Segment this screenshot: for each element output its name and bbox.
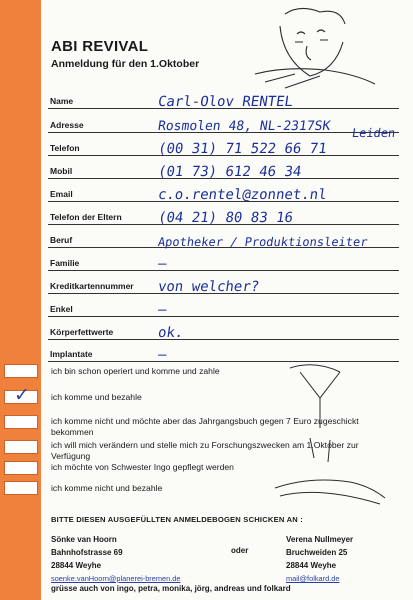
contact-2 <box>286 533 353 585</box>
form-title: ABI REVIVAL <box>51 38 149 55</box>
option-text: ich komme nicht und möchte aber das Jahrgangsbuch gegen 7 Euro zugeschickt bekommen <box>51 416 359 437</box>
field-label: Familie <box>50 258 80 268</box>
contact-street: Bahnhofstrasse 69 <box>51 548 123 557</box>
field-familie[interactable] <box>48 248 399 271</box>
field-mobil[interactable] <box>48 156 399 179</box>
field-label: Name <box>50 96 74 106</box>
checkmark-icon: ✓ <box>14 384 30 406</box>
contact-email-link[interactable]: mail@folkard.de <box>286 574 340 583</box>
checkbox-schwester-ingo[interactable] <box>4 461 38 475</box>
form-subtitle: Anmeldung für den 1.Oktober <box>51 58 200 70</box>
checkbox-forschung[interactable] <box>4 440 38 454</box>
field-label: Enkel <box>50 304 73 314</box>
field-name[interactable] <box>48 86 399 109</box>
send-instruction: BITTE DIESEN AUSGEFÜLLTEN ANMELDEBOGEN SCHICKEN AN : <box>51 515 303 524</box>
option-text: ich bin schon operiert und komme und zahle <box>51 366 220 376</box>
contact-name: Sönke van Hoorn <box>51 535 117 544</box>
field-kreditkarte[interactable] <box>48 271 399 294</box>
checkbox-komme-bezahle[interactable] <box>4 384 38 406</box>
contact-email-link[interactable]: soenke.vanHoorn@planerei-bremen.de <box>51 574 181 583</box>
handwritten-value: — <box>156 256 168 272</box>
field-adresse[interactable] <box>48 110 399 133</box>
contact-street: Bruchweiden 25 <box>286 548 348 557</box>
handwritten-value: (00 31) 71 522 66 71 <box>156 141 328 157</box>
field-email[interactable] <box>48 179 399 202</box>
field-label: Telefon <box>50 143 80 153</box>
field-label: Beruf <box>50 235 73 245</box>
contact-1 <box>51 533 181 585</box>
handwritten-value: von welcher? <box>156 279 261 295</box>
option-text: ich möchte von Schwester Ingo gepflegt werden <box>51 462 234 472</box>
handwritten-value: (04 21) 80 83 16 <box>156 210 294 226</box>
contact-name: Verena Nullmeyer <box>286 535 354 544</box>
handwritten-value: Carl-Olov RENTEL <box>156 94 294 110</box>
contact-city: 28844 Weyhe <box>51 561 102 570</box>
checkbox-komme-nicht[interactable] <box>4 481 38 495</box>
field-label: Adresse <box>50 120 84 130</box>
handwritten-value: ok. <box>156 325 185 341</box>
field-implantate[interactable] <box>48 339 399 362</box>
handwritten-value: — <box>156 347 168 363</box>
field-beruf[interactable] <box>48 225 399 248</box>
handwritten-value: Apotheker / Produktionsleiter <box>157 235 369 249</box>
orange-sidebar <box>0 0 41 600</box>
checkbox-jahrgangsbuch[interactable] <box>4 415 38 429</box>
or-label: oder <box>231 546 249 555</box>
field-label: Mobil <box>50 166 73 176</box>
field-label: Kreditkartennummer <box>50 281 134 291</box>
field-label: Körperfettwerte <box>50 327 114 337</box>
field-koerperfett[interactable] <box>48 317 399 340</box>
checkbox-operiert[interactable] <box>4 364 38 378</box>
greeting: grüsse auch von ingo, petra, monika, jörg, andreas und folkard <box>51 584 291 593</box>
field-label: Email <box>50 189 73 199</box>
handwritten-value: — <box>156 302 168 318</box>
field-label: Implantate <box>50 349 93 359</box>
field-telefon[interactable] <box>48 133 399 156</box>
handwritten-value: (01 73) 612 46 34 <box>156 164 303 180</box>
handwritten-city: Leiden <box>351 126 397 140</box>
handwritten-value: Rosmolen 48, NL-2317SK <box>156 119 332 134</box>
contact-city: 28844 Weyhe <box>286 561 337 570</box>
field-label: Telefon der Eltern <box>50 212 122 222</box>
field-enkel[interactable] <box>48 294 399 317</box>
option-text: ich will mich verändern und stelle mich zu Forschungszwecken am 1.Oktober zur Verfügung <box>51 440 359 461</box>
option-text: ich komme nicht und bezahle <box>51 483 163 493</box>
option-text: ich komme und bezahle <box>51 392 142 402</box>
handwritten-value: c.o.rentel@zonnet.nl <box>156 187 328 203</box>
field-telefon-eltern[interactable] <box>48 202 399 225</box>
